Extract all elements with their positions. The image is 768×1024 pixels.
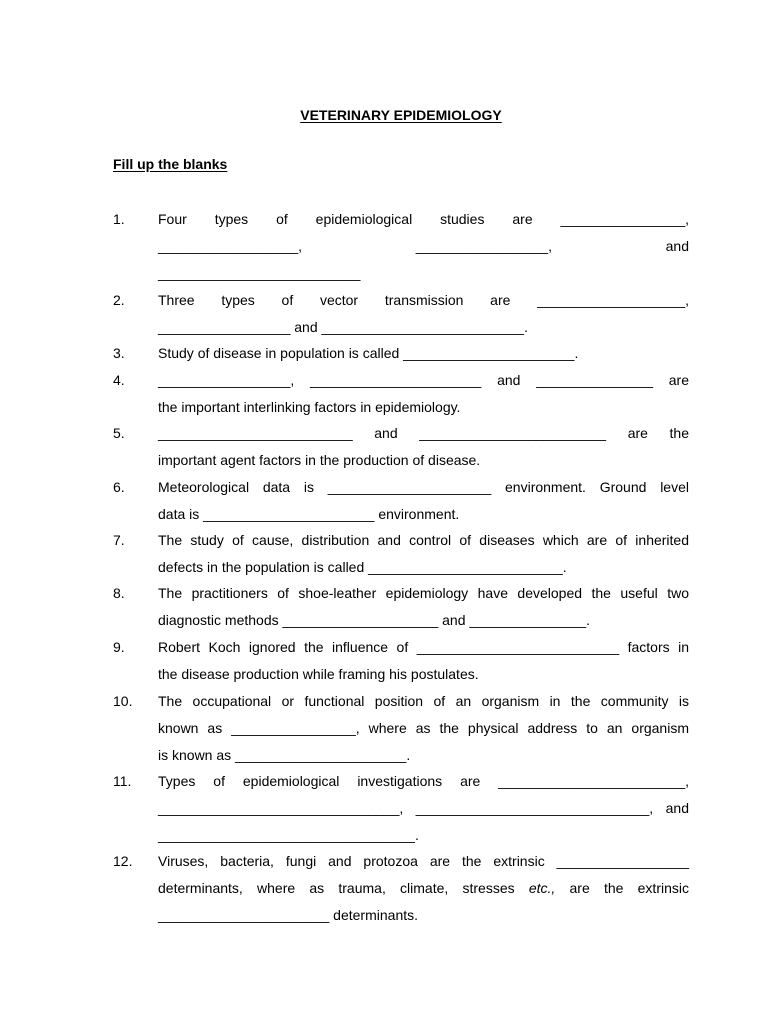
emphasis-text: etc., [528,880,556,896]
question-9 [113,634,689,688]
question-1 [113,206,689,287]
question-text: determinants, where as trauma, climate, stresses [158,880,529,896]
question-line: The study of cause, distribution and control of diseases which are of inherited [158,532,689,548]
section-heading: Fill up the blanks [113,156,228,172]
question-line: known as ________________, where as the physical address to an organism [158,720,689,736]
question-line: The practitioners of shoe-leather epidemiology have developed the useful two [158,585,689,601]
question-line: important agent factors in the production of disease. [158,452,481,468]
question-line: _________________________ and ________________________ are the [158,425,689,441]
question-8 [113,580,689,634]
question-text: are the extrinsic [555,880,689,896]
question-line: _________________ and __________________________. [158,319,528,335]
question-4 [113,367,689,421]
question-line [158,875,689,902]
question-line: __________________, _________________, and [158,238,689,254]
question-5 [113,420,689,474]
question-2 [113,287,689,341]
question-number: 9. [113,639,125,655]
question-line: ______________________ determinants. [158,907,419,923]
question-11 [113,768,689,849]
question-number: 4. [113,372,125,388]
question-line: _________________________________. [158,827,419,843]
question-line: Types of epidemiological investigations are ________________________, [158,773,689,789]
question-line: defects in the population is called _________________________. [158,559,567,575]
question-12 [113,848,689,929]
question-line: data is ______________________ environment. [158,506,460,522]
question-number: 1. [113,211,125,227]
question-line: Meteorological data is _____________________ environment. Ground level [158,479,689,495]
question-line: __________________________ [158,265,361,281]
question-line: Four types of epidemiological studies are ________________, [158,211,689,227]
question-line: Robert Koch ignored the influence of __________________________ factors in [158,639,689,655]
question-number: 2. [113,292,125,308]
question-3 [113,340,689,367]
question-line: _________________, ______________________ and _______________ are [158,372,689,388]
question-number: 3. [113,345,125,361]
question-10 [113,688,689,769]
question-line: is known as ______________________. [158,747,411,763]
question-number: 6. [113,479,125,495]
question-line: the disease production while framing his postulates. [158,666,479,682]
question-number: 11. [113,773,132,789]
question-line: Study of disease in population is called ______________________. [158,345,579,361]
question-line: Viruses, bacteria, fungi and protozoa are the extrinsic _________________ [158,853,689,869]
document-title: VETERINARY EPIDEMIOLOGY [300,107,502,123]
question-number: 12. [113,853,133,869]
question-line: the important interlinking factors in epidemiology. [158,399,461,415]
question-line: Three types of vector transmission are ___________________, [158,292,689,308]
question-line: diagnostic methods ____________________ and _______________. [158,612,591,628]
question-line: _______________________________, ______________________________, and [158,800,689,816]
question-number: 8. [113,585,125,601]
question-number: 5. [113,425,125,441]
question-7 [113,527,689,581]
question-line: The occupational or functional position of an organism in the community is [158,693,689,709]
question-number: 7. [113,532,125,548]
question-number: 10. [113,693,133,709]
question-6 [113,474,689,528]
